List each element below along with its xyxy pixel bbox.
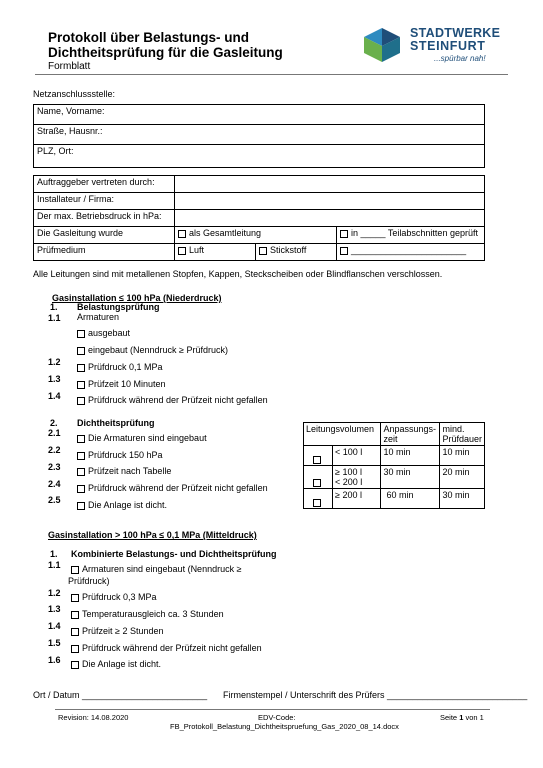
md-title-1: Kombinierte Belastungs- und Dichtheitsprüfung: [71, 549, 277, 559]
betriebsdruck-field[interactable]: [175, 210, 485, 227]
footer-rule: [55, 709, 490, 710]
pruefmedium-label: Prüfmedium: [34, 244, 175, 261]
md-temp[interactable]: Temperaturausgleich ca. 3 Stunden: [71, 609, 224, 619]
nd-num-2-2: 2.2: [48, 445, 61, 455]
nd-num-2-5: 2.5: [48, 495, 61, 505]
checkbox[interactable]: [340, 247, 348, 255]
table-row: ≥ 100 l < 200 l 30 min 20 min: [304, 466, 485, 489]
teilabschnitt-option[interactable]: in _____ Teilabschnitten geprüft: [337, 227, 485, 244]
md-num-1-2: 1.2: [48, 588, 61, 598]
nd-num-1-2: 1.2: [48, 357, 61, 367]
netzanschluss-label: Netzanschlussstelle:: [33, 89, 116, 99]
md-zeit2[interactable]: Prüfzeit ≥ 2 Stunden: [71, 626, 164, 636]
md-heading: Gasinstallation > 100 hPa ≤ 0,1 MPa (Mitteldruck): [48, 530, 257, 540]
md-fall[interactable]: Prüfdruck während der Prüfzeit nicht gefallen: [71, 643, 262, 653]
checkbox[interactable]: [313, 499, 321, 507]
checkbox[interactable]: [71, 661, 79, 669]
checkbox[interactable]: [71, 645, 79, 653]
other-medium-option[interactable]: _______________________: [337, 244, 485, 261]
checkbox[interactable]: [178, 230, 186, 238]
page-number: Seite 1 von 1: [440, 713, 484, 722]
document-title: Protokoll über Belastungs- und Dichtheitsprüfung für die Gasleitung: [48, 30, 283, 60]
edv-code: FB_Protokoll_Belastung_Dichtheitspruefung_Gas_2020_08_14.docx: [170, 722, 399, 731]
md-num-1-3: 1.3: [48, 604, 61, 614]
header-rule: [35, 74, 508, 75]
stadtwerke-logo: STADTWERKE STEINFURT ...spürbar nah!: [362, 26, 492, 66]
nd-eingebaut[interactable]: eingebaut (Nenndruck ≥ Prüfdruck): [77, 345, 228, 355]
checkbox[interactable]: [77, 381, 85, 389]
auftraggeber-field[interactable]: [175, 176, 485, 193]
md-num-1-1: 1.1: [48, 560, 61, 570]
checkbox[interactable]: [77, 330, 85, 338]
nd-title-2: Dichtheitsprüfung: [77, 418, 155, 428]
nd-num-2: 2.: [50, 418, 58, 428]
installer-table: [33, 175, 485, 261]
table-row: ≥ 200 l 60 min 30 min: [304, 489, 485, 509]
table-row: < 100 l 10 min 10 min: [304, 446, 485, 466]
checkbox[interactable]: [77, 347, 85, 355]
stickstoff-option[interactable]: Stickstoff: [256, 244, 337, 261]
checkbox[interactable]: [71, 628, 79, 636]
nd-title-1: Belastungsprüfung: [77, 302, 160, 312]
nd-heading: Gasinstallation ≤ 100 hPa (Niederdruck): [52, 293, 222, 303]
installateur-label: Installateur / Firma:: [34, 193, 175, 210]
gesamtleitung-option[interactable]: als Gesamtleitung: [175, 227, 337, 244]
nd-dicht[interactable]: Die Anlage ist dicht.: [77, 500, 167, 510]
auftraggeber-label: Auftraggeber vertreten durch:: [34, 176, 175, 193]
document-subtitle: Formblatt: [48, 61, 91, 72]
checkbox[interactable]: [77, 502, 85, 510]
closure-note: Alle Leitungen sind mit metallenen Stopfen, Kappen, Steckscheiben oder Blindflanschen verschlossen.: [33, 269, 443, 279]
nd-num-2-1: 2.1: [48, 428, 61, 438]
col-pruefdauer: mind. Prüfdauer: [440, 423, 485, 446]
edv-label: EDV-Code:: [258, 713, 296, 722]
gasleitung-label: Die Gasleitung wurde: [34, 227, 175, 244]
logo-mark-icon: [362, 26, 402, 64]
nd-arm-eingebaut[interactable]: Die Armaturen sind eingebaut: [77, 433, 207, 443]
md-num-1: 1.: [50, 549, 58, 559]
pruefer-signature-field[interactable]: Firmenstempel / Unterschrift des Prüfers ____________________________: [223, 690, 528, 700]
street-field[interactable]: Straße, Hausnr.:: [34, 125, 485, 145]
md-num-1-6: 1.6: [48, 655, 61, 665]
checkbox[interactable]: [71, 594, 79, 602]
md-dicht[interactable]: Die Anlage ist dicht.: [71, 659, 161, 669]
pruefzeit-table: [303, 422, 485, 509]
checkbox[interactable]: [77, 452, 85, 460]
checkbox[interactable]: [77, 485, 85, 493]
nd-ausgebaut[interactable]: ausgebaut: [77, 328, 130, 338]
nd-num-1-3: 1.3: [48, 374, 61, 384]
checkbox[interactable]: [313, 456, 321, 464]
plz-field[interactable]: PLZ, Ort:: [34, 145, 485, 168]
nd-pruefdruck[interactable]: Prüfdruck 0,1 MPa: [77, 362, 163, 372]
md-druck03[interactable]: Prüfdruck 0,3 MPa: [71, 592, 157, 602]
nd-num-2-4: 2.4: [48, 479, 61, 489]
checkbox[interactable]: [259, 247, 267, 255]
checkbox[interactable]: [77, 435, 85, 443]
col-leitungsvolumen: Leitungsvolumen: [304, 423, 381, 446]
nd-druck-fall[interactable]: Prüfdruck während der Prüfzeit nicht gefallen: [77, 395, 268, 405]
luft-option[interactable]: Luft: [175, 244, 256, 261]
nd-num-2-3: 2.3: [48, 462, 61, 472]
betriebsdruck-label: Der max. Betriebsdruck in hPa:: [34, 210, 175, 227]
nd-num-1-4: 1.4: [48, 391, 61, 401]
md-armaturen[interactable]: Armaturen sind eingebaut (Nenndruck ≥: [71, 564, 242, 574]
ort-datum-field[interactable]: Ort / Datum _________________________: [33, 690, 208, 700]
nd-druck150[interactable]: Prüfdruck 150 hPa: [77, 450, 163, 460]
revision-date: Revision: 14.08.2020: [58, 713, 129, 722]
nd-armaturen: Armaturen: [77, 312, 120, 322]
checkbox[interactable]: [71, 566, 79, 574]
md-armaturen-cont: Prüfdruck): [68, 576, 110, 586]
installateur-field[interactable]: [175, 193, 485, 210]
checkbox[interactable]: [340, 230, 348, 238]
md-num-1-4: 1.4: [48, 621, 61, 631]
checkbox[interactable]: [178, 247, 186, 255]
checkbox[interactable]: [77, 468, 85, 476]
nd-num-1-1: 1.1: [48, 313, 61, 323]
customer-table: [33, 104, 485, 168]
checkbox[interactable]: [77, 397, 85, 405]
nd-num-1: 1.: [50, 302, 58, 312]
checkbox[interactable]: [313, 479, 321, 487]
nd-fall2[interactable]: Prüfdruck während der Prüfzeit nicht gefallen: [77, 483, 268, 493]
name-field[interactable]: Name, Vorname:: [34, 105, 485, 125]
col-anpassungszeit: Anpassungs- zeit: [381, 423, 440, 446]
checkbox[interactable]: [77, 364, 85, 372]
nd-pruefzeit[interactable]: Prüfzeit 10 Minuten: [77, 379, 166, 389]
nd-tabelle[interactable]: Prüfzeit nach Tabelle: [77, 466, 171, 476]
checkbox[interactable]: [71, 611, 79, 619]
md-num-1-5: 1.5: [48, 638, 61, 648]
